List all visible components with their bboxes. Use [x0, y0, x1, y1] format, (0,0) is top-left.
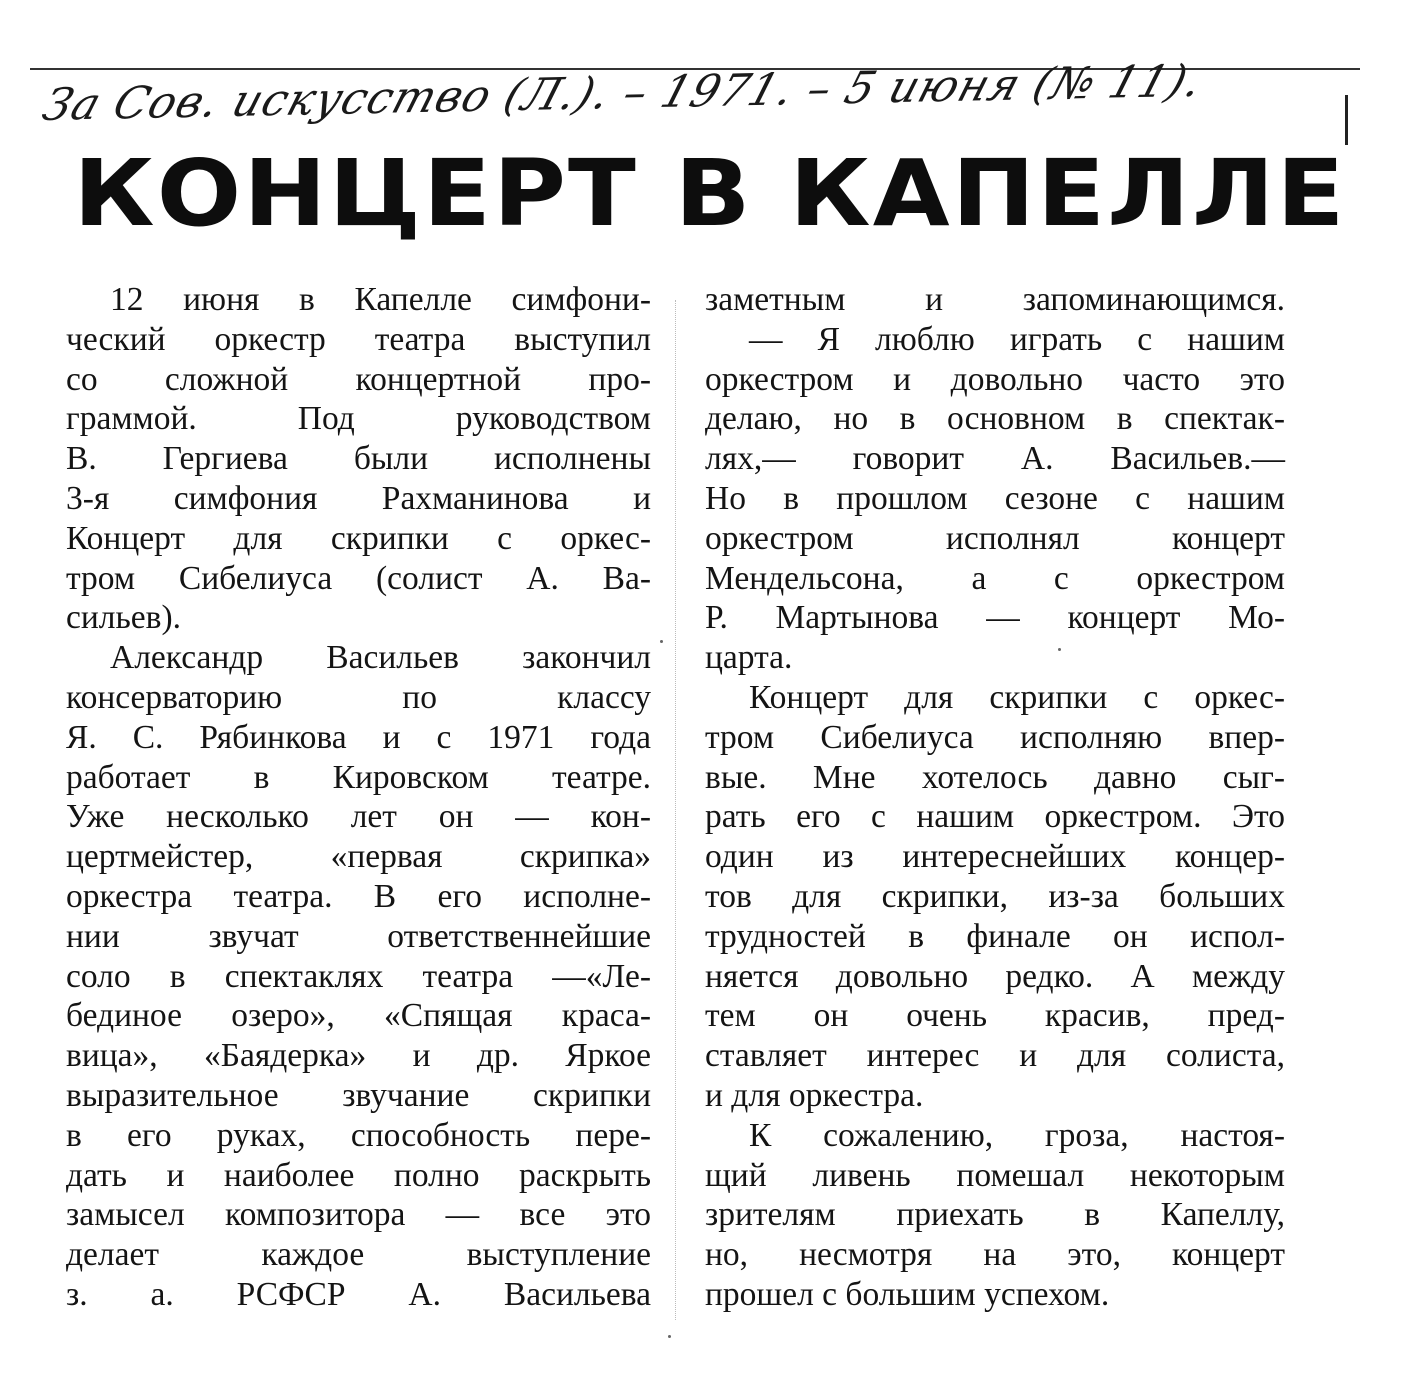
- article-line: оркестром и довольно часто это: [705, 360, 1285, 398]
- article-line: оркестром исполнял концерт: [705, 519, 1285, 557]
- handwritten-bracket: [1345, 95, 1348, 145]
- article-line: оркестра театра. В его исполне-: [66, 877, 651, 915]
- article-line: тром Сибелиуса исполняю впер-: [705, 718, 1285, 756]
- article-line: вые. Мне хотелось давно сыг-: [705, 758, 1285, 796]
- article-line: Мендельсона, а с оркестром: [705, 559, 1285, 597]
- article-line: в его руках, способность пере-: [66, 1116, 651, 1154]
- article-line: лях,— говорит А. Васильев.—: [705, 440, 1285, 478]
- article-line: царта.: [705, 639, 793, 677]
- article-line: но, несмотря на это, концерт: [705, 1236, 1285, 1274]
- article-line: прошел с большим успехом.: [705, 1275, 1110, 1313]
- article-line: тов для скрипки, из-за больших: [705, 877, 1285, 915]
- article-line: цертмейстер, «первая скрипка»: [66, 838, 651, 876]
- article-line: рать его с нашим оркестром. Это: [705, 798, 1285, 836]
- article-line: дать и наиболее полно раскрыть: [66, 1156, 651, 1194]
- article-line: трудностей в финале он испол-: [705, 917, 1285, 955]
- article-line: няется довольно редко. А между: [705, 957, 1285, 995]
- article-line: со сложной концертной про-: [66, 360, 651, 398]
- article-line: ставляет интерес и для солиста,: [705, 1037, 1285, 1075]
- article-line: заметным и запоминающимся.: [705, 281, 1285, 318]
- print-speck: [660, 640, 663, 643]
- article-line: ческий оркестр театра выступил: [66, 320, 651, 358]
- article-line: з. а. РСФСР А. Васильева: [66, 1275, 651, 1313]
- article-line: делает каждое выступление: [66, 1236, 651, 1274]
- article-line: консерваторию по классу: [66, 678, 651, 716]
- article-line: вица», «Баядерка» и др. Яркое: [66, 1037, 651, 1075]
- left-column: [66, 280, 651, 1315]
- print-speck: [1058, 648, 1061, 651]
- article-line: сильев).: [66, 599, 182, 637]
- column-divider: [675, 300, 677, 1320]
- article-line: делаю, но в основном в спектак-: [705, 400, 1285, 438]
- article-line: один из интереснейших концер-: [705, 838, 1285, 876]
- article-line: К сожалению, гроза, настоя-: [749, 1116, 1285, 1154]
- article-line: граммой. Под руководством: [66, 400, 651, 438]
- article-line: соло в спектаклях театра —«Ле-: [66, 957, 651, 995]
- article-line: Концерт для скрипки с оркес-: [66, 519, 651, 557]
- article-line: Концерт для скрипки с оркес-: [749, 678, 1285, 716]
- article-line: Александр Васильев закончил: [110, 639, 651, 677]
- article-line: щий ливень помешал некоторым: [705, 1156, 1285, 1194]
- article-line: тром Сибелиуса (солист А. Ва-: [66, 559, 651, 597]
- article-line: и для оркестра.: [705, 1076, 924, 1114]
- article-line: работает в Кировском театре.: [66, 758, 651, 796]
- article-line: В. Гергиева были исполнены: [66, 440, 651, 478]
- print-speck: [668, 1335, 671, 1338]
- article-headline: КОНЦЕРТ В КАПЕЛЛЕ: [73, 140, 1347, 247]
- article-line: нии звучат ответственнейшие: [66, 917, 651, 955]
- article-line: выразительное звучание скрипки: [66, 1076, 651, 1114]
- article-line: тем он очень красив, пред-: [705, 997, 1285, 1035]
- article-line: Но в прошлом сезоне с нашим: [705, 479, 1285, 517]
- article-line: 12 июня в Капелле симфони-: [110, 281, 651, 318]
- article-line: Уже несколько лет он — кон-: [66, 798, 651, 836]
- article-line: бединое озеро», «Спящая краса-: [66, 997, 651, 1035]
- article-line: Я. С. Рябинкова и с 1971 года: [66, 718, 651, 756]
- article-line: — Я люблю играть с нашим: [749, 320, 1285, 358]
- right-column: [705, 280, 1285, 1315]
- article-line: замысел композитора — все это: [66, 1196, 651, 1234]
- article-line: 3-я симфония Рахманинова и: [66, 479, 651, 517]
- article-line: Р. Мартынова — концерт Мо-: [705, 599, 1285, 637]
- article-line: зрителям приехать в Капеллу,: [705, 1196, 1285, 1234]
- handwritten-source-note: За Сов. искусство (Л.). – 1971. – 5 июня (№ 11).: [36, 55, 1210, 132]
